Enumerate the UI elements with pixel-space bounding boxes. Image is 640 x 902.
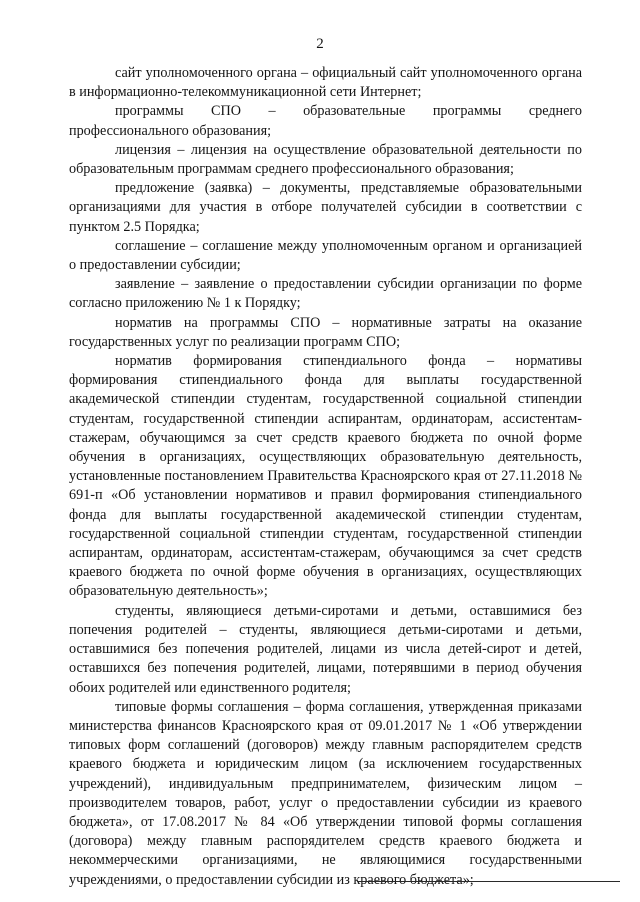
paragraph-standard-forms: типовые формы соглашения – форма соглашения, утвержденная приказами министерства финансов Красноярского края от 09.01.2017 № 1 «Об утверждении типовых форм соглашений (договоров) между главным распорядителем средств краевого бюджета и юридическим лицом (за исключением государственных учреждений), индивидуальным предпринимателем, физическим лицом – производителем товаров, работ, услуг о предоставлении субсидии из краевого бюджета», от 17.08.2017 № 84 «Об утверждении типовой формы соглашения (договора) между главным распорядителем средств краевого бюджета и некоммерческими организациями, не являющимися государственными учреждениями, о предоставлении субсидии из краевого бюджета»; — [69, 698, 582, 888]
paragraph-spo-norm: норматив на программы СПО – нормативные затраты на оказание государственных услуг по реализации программ СПО; — [69, 314, 582, 350]
paragraph-application: заявление – заявление о предоставлении субсидии организации по форме согласно приложению № 1 к Порядку; — [69, 276, 582, 312]
paragraph-orphan-students: студенты, являющиеся детьми-сиротами и детьми, оставшимися без попечения родителей – студенты, являющиеся детьми-сиротами и детьми, оставшимися без попечения родителей, лицами из числа детей-сирот и детей, оставшихся без попечения родителей, лицами, потерявшими в период обучения обоих родителей или единственного родителя; — [69, 602, 582, 696]
page-number: 2 — [316, 36, 324, 52]
paragraph-license: лицензия – лицензия на осуществление образовательной деятельности по образовательным программам среднего профессионального образования; — [69, 141, 582, 178]
paragraph-scholarship-norm: норматив формирования стипендиального фонда – нормативы формирования стипендиального фонда для выплаты государственной академической стипендии студентам, государственной социальной стипендии студентам, государственной стипендии аспирантам, ординаторам, ассистентам-стажерам, обучающимся за счет средств краевого бюджета по очной форме обучения в организациях, осуществляющих образовательную деятельность, установленные постановлением Правительства Красноярского края от 27.11.2018 № 691-п «Об установлении нормативов и правил формирования стипендиального фонда для выплаты государственной академической стипендии студентам, государственной социальной стипендии студентам, государственной стипендии аспирантам, ординаторам, ассистентам-стажерам, обучающимся за счет средств краевого бюджета по очной форме обучения в организациях, осуществляющих образовательную деятельность»; — [69, 353, 582, 600]
document-body — [69, 64, 582, 890]
paragraph-spo-programs: программы СПО – образовательные программы среднего профессионального образования; — [69, 103, 582, 139]
footer-rule — [358, 881, 620, 882]
paragraph-agreement: соглашение – соглашение между уполномоченным органом и организацией о предоставлении субсидии; — [69, 237, 582, 274]
paragraph-proposal: предложение (заявка) – документы, представляемые образовательными организациями для участия в отборе получателей субсидии в соответствии с пунктом 2.5 Порядка; — [69, 180, 582, 235]
paragraph-official-site: сайт уполномоченного органа – официальный сайт уполномоченного органа в информационно-телекоммуникационной сети Интернет; — [69, 65, 582, 101]
